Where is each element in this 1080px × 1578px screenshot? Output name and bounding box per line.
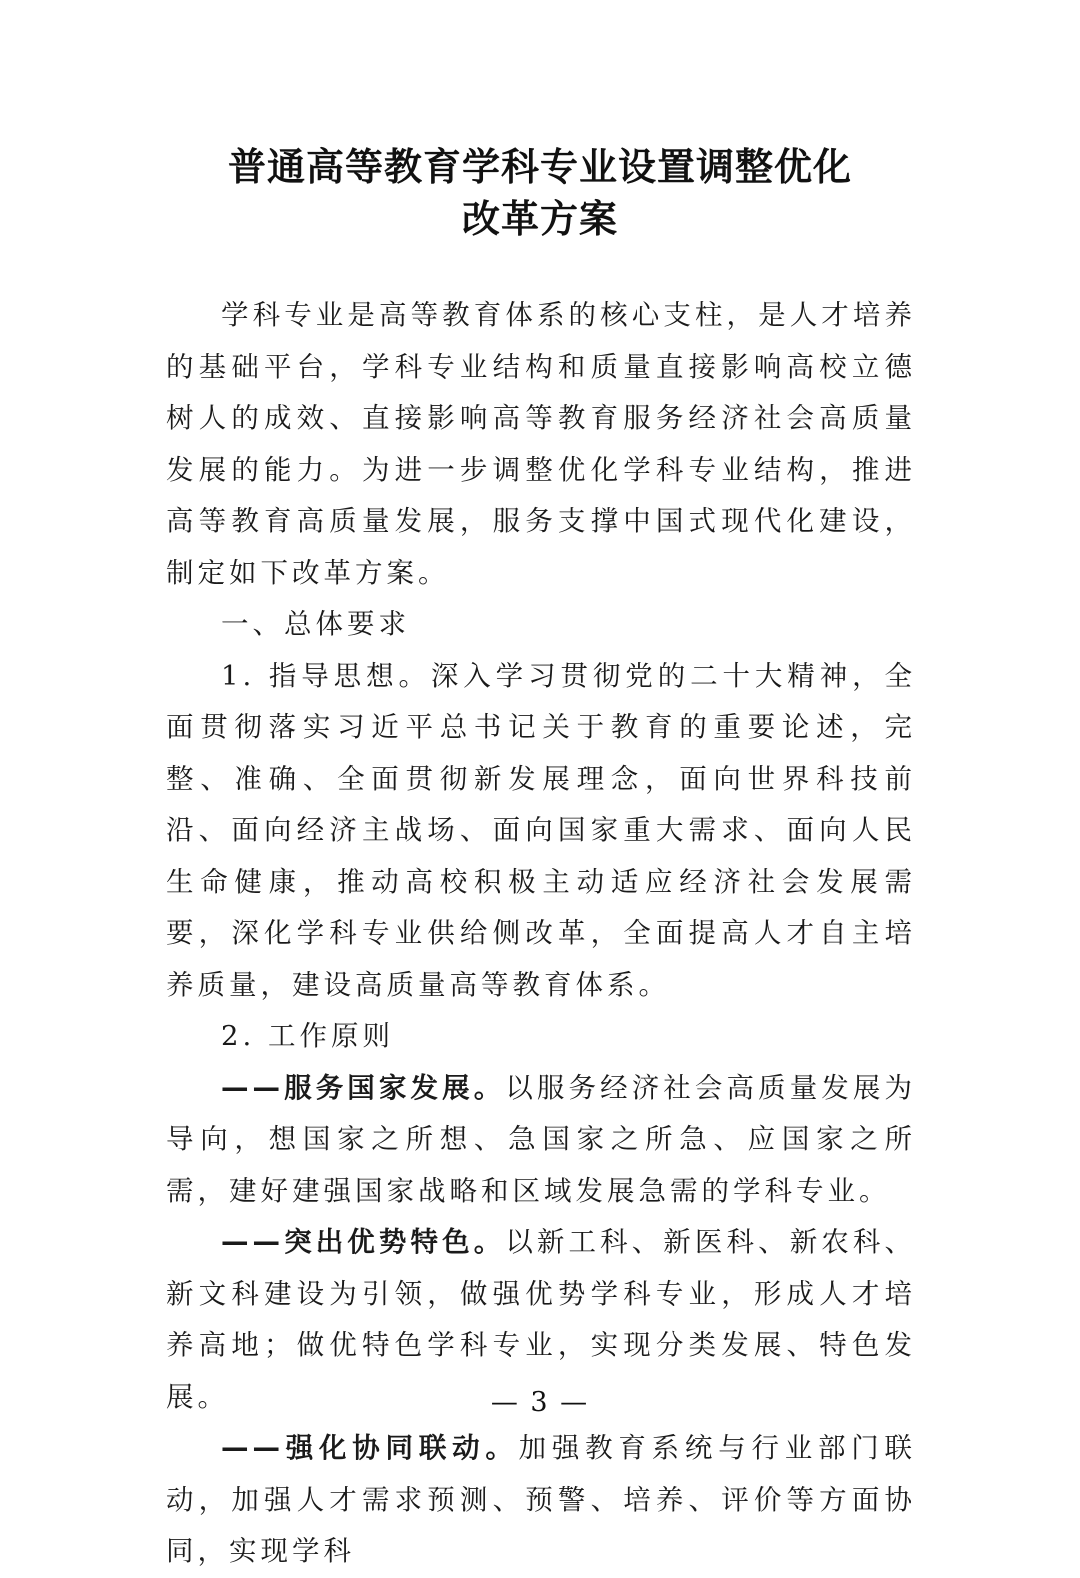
document-title-line-2: 改革方案 xyxy=(461,197,618,241)
page-number: — 3 — xyxy=(490,1387,590,1418)
principle-lead: ——服务国家发展。 xyxy=(221,1071,506,1104)
intro-paragraph: 学科专业是高等教育体系的核心支柱，是人才培养的基础平台，学科专业结构和质量直接影响高校立德树人的成效、直接影响高等教育服务经济社会高质量发展的能力。为进一步调整优化学科专业结构，推进高等教育高质量发展，服务支撑中国式现代化建设，制定如下改革方案。 xyxy=(166,299,916,589)
principle-paragraph xyxy=(166,1063,916,1218)
principle-paragraph xyxy=(166,1423,916,1578)
document-body xyxy=(166,290,916,1578)
document-title-line-1: 普通高等教育学科专业设置调整优化 xyxy=(227,145,852,189)
principle-text: 以新工科、新医科、新农科、新文科建设为引领，做强优势学科专业，形成人才培养高地；做优特色学科专业，实现分类发展、特色发展。 xyxy=(166,1226,917,1413)
guiding-ideology-paragraph: 1. 指导思想。深入学习贯彻党的二十大精神，全面贯彻落实习近平总书记关于教育的重要论述，完整、准确、全面贯彻新发展理念，面向世界科技前沿、面向经济主战场、面向国家重大需求、面向人民生命健康，推动高校积极主动适应经济社会发展需要，深化学科专业供给侧改革，全面提高人才自主培养质量，建设高质量高等教育体系。 xyxy=(166,659,916,1001)
work-principles-heading: 2. 工作原则 xyxy=(221,1020,394,1052)
principle-text: 加强教育系统与行业部门联动，加强人才需求预测、预警、培养、评价等方面协同，实现学科 xyxy=(166,1432,917,1567)
principle-text: 以服务经济社会高质量发展为导向，想国家之所想、急国家之所急、应国家之所需，建好建强国家战略和区域发展急需的学科专业。 xyxy=(166,1071,917,1207)
principle-lead: ——强化协同联动。 xyxy=(221,1432,519,1464)
principle-lead: ——突出优势特色。 xyxy=(221,1226,506,1258)
section-heading-overall-requirements: 一、总体要求 xyxy=(221,608,410,640)
